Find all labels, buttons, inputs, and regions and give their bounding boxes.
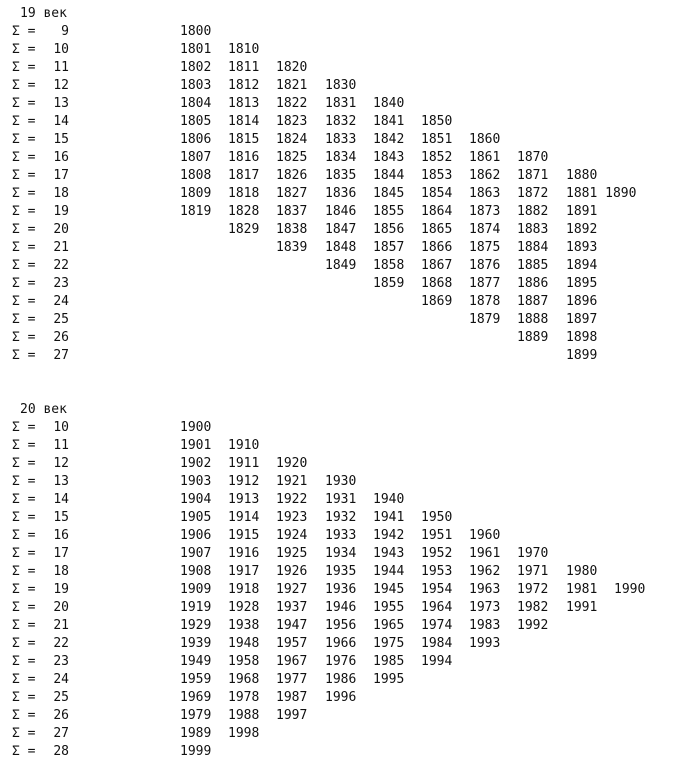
year-cell: 1866 [421, 240, 453, 255]
year-cell: 1963 [469, 582, 501, 597]
year-cell: 1944 [373, 564, 405, 579]
year-cell: 1808 [180, 168, 212, 183]
year-cell: 1882 [517, 204, 549, 219]
year-cell: 1818 [228, 186, 260, 201]
year-cell: 1884 [517, 240, 549, 255]
year-cell: 1883 [517, 222, 549, 237]
sum-label: Σ = [12, 222, 36, 237]
sum-value: 22 [53, 636, 69, 651]
sum-label: Σ = [12, 582, 36, 597]
year-cell: 1826 [276, 168, 308, 183]
year-cell: 1920 [276, 456, 308, 471]
sum-label: Σ = [12, 330, 36, 345]
year-cell: 1853 [421, 168, 453, 183]
sum-value: 21 [53, 240, 69, 255]
year-cell: 1973 [469, 600, 501, 615]
sum-label: Σ = [12, 672, 36, 687]
year-cell: 1924 [276, 528, 308, 543]
sum-value: 23 [53, 276, 69, 291]
year-cell: 1843 [373, 150, 405, 165]
sum-label: Σ = [12, 600, 36, 615]
year-cell: 1846 [325, 204, 357, 219]
year-cell: 1806 [180, 132, 212, 147]
year-cell: 1910 [228, 438, 260, 453]
year-cell: 1998 [228, 726, 260, 741]
year-cell: 1891 [566, 204, 598, 219]
sum-value: 13 [53, 474, 69, 489]
year-cell: 1982 [517, 600, 549, 615]
year-cell: 1955 [373, 600, 405, 615]
year-cell: 1969 [180, 690, 212, 705]
year-cell: 1905 [180, 510, 212, 525]
year-cell: 1874 [469, 222, 501, 237]
year-cell: 1828 [228, 204, 260, 219]
year-cell: 1914 [228, 510, 260, 525]
year-cell: 1947 [276, 618, 308, 633]
year-cell: 1909 [180, 582, 212, 597]
year-cell: 1932 [325, 510, 357, 525]
year-cell: 1897 [566, 312, 598, 327]
sum-label: Σ = [12, 546, 36, 561]
sum-label: Σ = [12, 618, 36, 633]
sum-label: Σ = [12, 204, 36, 219]
year-cell: 1880 [566, 168, 598, 183]
year-cell: 1855 [373, 204, 405, 219]
sum-value: 16 [53, 528, 69, 543]
year-cell: 1830 [325, 78, 357, 93]
sum-label: Σ = [12, 744, 36, 759]
year-cell: 1966 [325, 636, 357, 651]
year-cell: 1956 [325, 618, 357, 633]
year-cell: 1931 [325, 492, 357, 507]
year-cell: 1999 [180, 744, 212, 759]
year-cell: 1834 [325, 150, 357, 165]
year-cell: 1825 [276, 150, 308, 165]
sum-label: Σ = [12, 438, 36, 453]
year-cell: 1935 [325, 564, 357, 579]
sum-value: 12 [53, 456, 69, 471]
sum-value: 28 [53, 744, 69, 759]
year-cell: 1984 [421, 636, 453, 651]
sum-label: Σ = [12, 132, 36, 147]
year-cell: 1885 [517, 258, 549, 273]
year-cell: 1906 [180, 528, 212, 543]
year-cell: 1893 [566, 240, 598, 255]
sum-value: 12 [53, 78, 69, 93]
year-cell: 1859 [373, 276, 405, 291]
sum-label: Σ = [12, 636, 36, 651]
year-cell: 1876 [469, 258, 501, 273]
year-cell: 1804 [180, 96, 212, 111]
year-cell: 1827 [276, 186, 308, 201]
year-cell: 1840 [373, 96, 405, 111]
year-cell: 1918 [228, 582, 260, 597]
year-cell: 1950 [421, 510, 453, 525]
year-cell: 1993 [469, 636, 501, 651]
year-cell: 1930 [325, 474, 357, 489]
year-cell: 1943 [373, 546, 405, 561]
year-cell: 1841 [373, 114, 405, 129]
sum-value: 22 [53, 258, 69, 273]
year-cell: 1849 [325, 258, 357, 273]
year-cell: 1822 [276, 96, 308, 111]
year-cell: 1997 [276, 708, 308, 723]
year-cell: 1907 [180, 546, 212, 561]
sum-value: 26 [53, 708, 69, 723]
year-cell: 1856 [373, 222, 405, 237]
sum-label: Σ = [12, 456, 36, 471]
year-cell: 1823 [276, 114, 308, 129]
sum-value: 19 [53, 204, 69, 219]
year-cell: 1913 [228, 492, 260, 507]
year-cell: 1842 [373, 132, 405, 147]
sum-label: Σ = [12, 258, 36, 273]
year-cell: 1857 [373, 240, 405, 255]
year-cell: 1938 [228, 618, 260, 633]
year-cell: 1848 [325, 240, 357, 255]
year-cell: 1989 [180, 726, 212, 741]
year-cell: 1858 [373, 258, 405, 273]
year-cell: 1919 [180, 600, 212, 615]
year-cell: 1954 [421, 582, 453, 597]
year-cell: 1820 [276, 60, 308, 75]
year-cell: 1868 [421, 276, 453, 291]
year-cell: 1940 [373, 492, 405, 507]
year-cell: 1852 [421, 150, 453, 165]
year-cell: 1980 [566, 564, 598, 579]
year-cell: 1894 [566, 258, 598, 273]
year-cell: 1921 [276, 474, 308, 489]
year-cell: 1851 [421, 132, 453, 147]
sum-label: Σ = [12, 528, 36, 543]
year-cell: 1991 [566, 600, 598, 615]
sum-label: Σ = [12, 348, 36, 363]
year-cell: 1972 [517, 582, 549, 597]
sum-label: Σ = [12, 492, 36, 507]
year-cell: 1833 [325, 132, 357, 147]
year-cell: 1908 [180, 564, 212, 579]
year-cell: 1995 [373, 672, 405, 687]
year-cell: 1812 [228, 78, 260, 93]
year-cell: 1912 [228, 474, 260, 489]
sum-value: 14 [53, 492, 69, 507]
year-cell: 1948 [228, 636, 260, 651]
year-cell: 1801 [180, 42, 212, 57]
year-cell: 1957 [276, 636, 308, 651]
year-cell: 1869 [421, 294, 453, 309]
year-cell: 1839 [276, 240, 308, 255]
sum-value: 14 [53, 114, 69, 129]
year-cell: 1994 [421, 654, 453, 669]
year-cell: 1810 [228, 42, 260, 57]
year-cell: 1854 [421, 186, 453, 201]
sum-value: 24 [53, 294, 69, 309]
sum-value: 11 [53, 60, 69, 75]
year-cell: 1927 [276, 582, 308, 597]
year-cell: 1895 [566, 276, 598, 291]
sum-label: Σ = [12, 312, 36, 327]
section-title: 20 век [20, 402, 67, 417]
year-cell: 1832 [325, 114, 357, 129]
year-cell: 1864 [421, 204, 453, 219]
sum-label: Σ = [12, 114, 36, 129]
year-cell: 1899 [566, 348, 598, 363]
sum-value: 13 [53, 96, 69, 111]
year-cell: 1977 [276, 672, 308, 687]
year-cell: 1971 [517, 564, 549, 579]
year-cell: 1902 [180, 456, 212, 471]
sum-label: Σ = [12, 60, 36, 75]
sum-value: 10 [53, 42, 69, 57]
year-cell: 1871 [517, 168, 549, 183]
year-cell: 1813 [228, 96, 260, 111]
year-cell: 1803 [180, 78, 212, 93]
year-cell: 1976 [325, 654, 357, 669]
year-cell: 1904 [180, 492, 212, 507]
year-cell: 1953 [421, 564, 453, 579]
sum-value: 17 [53, 546, 69, 561]
year-cell: 1979 [180, 708, 212, 723]
year-cell: 1898 [566, 330, 598, 345]
year-cell: 1835 [325, 168, 357, 183]
year-cell: 1809 [180, 186, 212, 201]
year-cell: 1824 [276, 132, 308, 147]
sum-label: Σ = [12, 420, 36, 435]
sum-label: Σ = [12, 510, 36, 525]
year-cell: 1865 [421, 222, 453, 237]
sum-value: 10 [53, 420, 69, 435]
year-cell: 1951 [421, 528, 453, 543]
year-cell: 1968 [228, 672, 260, 687]
year-cell: 1845 [373, 186, 405, 201]
year-cell: 1964 [421, 600, 453, 615]
sum-label: Σ = [12, 168, 36, 183]
year-cell: 1807 [180, 150, 212, 165]
year-cell: 1811 [228, 60, 260, 75]
sum-value: 23 [53, 654, 69, 669]
year-cell: 1917 [228, 564, 260, 579]
year-cell: 1926 [276, 564, 308, 579]
sum-value: 21 [53, 618, 69, 633]
year-cell: 1958 [228, 654, 260, 669]
year-cell: 1805 [180, 114, 212, 129]
sum-value: 27 [53, 348, 69, 363]
sum-value: 18 [53, 564, 69, 579]
year-cell: 1888 [517, 312, 549, 327]
year-cell: 1878 [469, 294, 501, 309]
sum-label: Σ = [12, 654, 36, 669]
sum-label: Σ = [12, 24, 36, 39]
year-cell: 1961 [469, 546, 501, 561]
year-cell: 1946 [325, 600, 357, 615]
sum-label: Σ = [12, 78, 36, 93]
year-cell: 1990 [614, 582, 646, 597]
year-cell: 1965 [373, 618, 405, 633]
year-cell: 1983 [469, 618, 501, 633]
year-cell: 1942 [373, 528, 405, 543]
sum-label: Σ = [12, 150, 36, 165]
year-cell: 1945 [373, 582, 405, 597]
year-cell: 1934 [325, 546, 357, 561]
sum-value: 15 [53, 132, 69, 147]
sum-label: Σ = [12, 294, 36, 309]
year-cell: 1960 [469, 528, 501, 543]
sum-label: Σ = [12, 186, 36, 201]
year-cell: 1872 [517, 186, 549, 201]
year-cell: 1816 [228, 150, 260, 165]
year-cell: 1903 [180, 474, 212, 489]
year-cell: 1922 [276, 492, 308, 507]
sum-value: 18 [53, 186, 69, 201]
year-cell: 1915 [228, 528, 260, 543]
year-cell: 1996 [325, 690, 357, 705]
year-cell: 1867 [421, 258, 453, 273]
year-cell: 1837 [276, 204, 308, 219]
year-cell: 1941 [373, 510, 405, 525]
year-cell: 1987 [276, 690, 308, 705]
sum-value: 9 [61, 24, 69, 39]
year-cell: 1850 [421, 114, 453, 129]
year-cell: 1992 [517, 618, 549, 633]
sum-value: 26 [53, 330, 69, 345]
sum-value: 27 [53, 726, 69, 741]
year-cell: 1887 [517, 294, 549, 309]
year-cell: 1862 [469, 168, 501, 183]
year-cell: 1829 [228, 222, 260, 237]
year-cell: 1974 [421, 618, 453, 633]
year-cell: 1819 [180, 204, 212, 219]
section-title: 19 век [20, 6, 67, 21]
year-cell: 1889 [517, 330, 549, 345]
year-cell: 1802 [180, 60, 212, 75]
year-cell: 1988 [228, 708, 260, 723]
year-cell: 1831 [325, 96, 357, 111]
year-cell: 1937 [276, 600, 308, 615]
year-cell: 1986 [325, 672, 357, 687]
year-cell: 1892 [566, 222, 598, 237]
year-cell: 1911 [228, 456, 260, 471]
year-cell: 1844 [373, 168, 405, 183]
sum-value: 11 [53, 438, 69, 453]
year-cell: 1838 [276, 222, 308, 237]
year-cell: 1817 [228, 168, 260, 183]
sum-value: 24 [53, 672, 69, 687]
year-cell: 1881 1890 [566, 186, 637, 201]
year-cell: 1821 [276, 78, 308, 93]
year-cell: 1916 [228, 546, 260, 561]
year-cell: 1879 [469, 312, 501, 327]
sum-label: Σ = [12, 276, 36, 291]
sum-value: 25 [53, 690, 69, 705]
year-cell: 1901 [180, 438, 212, 453]
year-cell: 1936 [325, 582, 357, 597]
year-cell: 1975 [373, 636, 405, 651]
year-cell: 1962 [469, 564, 501, 579]
year-cell: 1870 [517, 150, 549, 165]
year-cell: 1939 [180, 636, 212, 651]
sum-value: 20 [53, 600, 69, 615]
sum-value: 15 [53, 510, 69, 525]
sum-label: Σ = [12, 564, 36, 579]
sum-value: 25 [53, 312, 69, 327]
year-cell: 1896 [566, 294, 598, 309]
year-cell: 1815 [228, 132, 260, 147]
sum-label: Σ = [12, 726, 36, 741]
year-cell: 1860 [469, 132, 501, 147]
sum-value: 19 [53, 582, 69, 597]
sum-label: Σ = [12, 96, 36, 111]
year-cell: 1847 [325, 222, 357, 237]
sum-label: Σ = [12, 474, 36, 489]
year-cell: 1928 [228, 600, 260, 615]
year-cell: 1886 [517, 276, 549, 291]
sum-label: Σ = [12, 42, 36, 57]
sum-value: 17 [53, 168, 69, 183]
year-cell: 1967 [276, 654, 308, 669]
year-cell: 1863 [469, 186, 501, 201]
year-cell: 1925 [276, 546, 308, 561]
year-cell: 1800 [180, 24, 212, 39]
year-cell: 1923 [276, 510, 308, 525]
year-cell: 1929 [180, 618, 212, 633]
sum-label: Σ = [12, 690, 36, 705]
year-cell: 1875 [469, 240, 501, 255]
year-cell: 1900 [180, 420, 212, 435]
year-cell: 1873 [469, 204, 501, 219]
year-cell: 1861 [469, 150, 501, 165]
year-cell: 1814 [228, 114, 260, 129]
year-cell: 1959 [180, 672, 212, 687]
year-cell: 1949 [180, 654, 212, 669]
sum-value: 20 [53, 222, 69, 237]
year-cell: 1981 [566, 582, 598, 597]
year-cell: 1985 [373, 654, 405, 669]
sum-value: 16 [53, 150, 69, 165]
year-cell: 1970 [517, 546, 549, 561]
year-cell: 1933 [325, 528, 357, 543]
year-cell: 1836 [325, 186, 357, 201]
year-cell: 1978 [228, 690, 260, 705]
sum-label: Σ = [12, 240, 36, 255]
year-cell: 1877 [469, 276, 501, 291]
sum-label: Σ = [12, 708, 36, 723]
year-cell: 1952 [421, 546, 453, 561]
